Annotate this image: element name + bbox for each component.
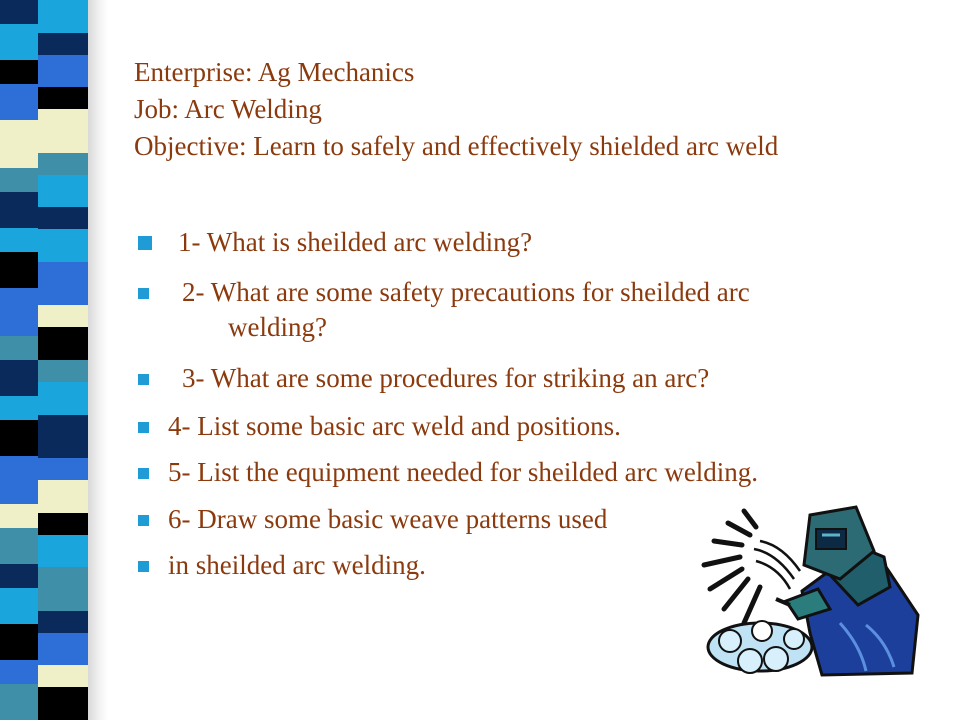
stripe-segment (0, 168, 38, 192)
stripe-segment (0, 564, 38, 588)
stripe-segment (0, 660, 38, 684)
question-6: 6- Draw some basic weave patterns used (168, 504, 608, 534)
stripe-segment (0, 624, 38, 660)
stripe-segment (38, 665, 88, 687)
question-1: 1- What is sheilded arc welding? (178, 227, 533, 257)
job-line: Job: Arc Welding (134, 94, 322, 124)
stripe-segment (0, 420, 38, 456)
stripe-segment (0, 228, 38, 252)
stripe-segment (38, 687, 88, 720)
question-2: 2- What are some safety precautions for sheilded arc (182, 277, 750, 307)
stripe-segment (38, 415, 88, 459)
square-bullet-icon (138, 468, 149, 479)
stripe-segment (38, 55, 88, 88)
stripe-segment (0, 84, 38, 120)
stripe-segment (38, 0, 88, 33)
slide-header (134, 54, 924, 165)
stripe-segment (38, 262, 88, 306)
question-2-continued: welding? (228, 312, 327, 342)
stripe-segment (38, 87, 88, 109)
question-7: in sheilded arc welding. (168, 550, 426, 580)
stripe-segment (0, 504, 38, 528)
enterprise-line: Enterprise: Ag Mechanics (134, 57, 415, 87)
stripe-band (38, 0, 88, 720)
stripe-segment (0, 120, 38, 168)
welder-clipart-icon (690, 505, 930, 690)
question-4: 4- List some basic arc weld and positions. (168, 411, 621, 441)
stripe-segment (38, 229, 88, 262)
stripe-segment (0, 684, 38, 720)
stripe-segment (0, 336, 38, 360)
stripe-segment (38, 153, 88, 175)
square-bullet-icon (138, 561, 149, 572)
stripe-segment (38, 458, 88, 480)
stripe-segment (38, 175, 88, 208)
stripe-segment (38, 207, 88, 229)
square-bullet-icon (138, 288, 149, 299)
stripe-segment (38, 109, 88, 153)
square-bullet-icon (138, 374, 149, 385)
stripe-segment (38, 535, 88, 568)
stripe-segment (0, 528, 38, 564)
stripe-segment (38, 360, 88, 382)
objective-line: Objective: Learn to safely and effectively shielded arc weld (134, 131, 779, 161)
stripe-segment (0, 396, 38, 420)
stripe-segment (0, 360, 38, 396)
stripe-segment (38, 513, 88, 535)
weld-puddle (708, 621, 812, 673)
stripe-segment (0, 588, 38, 624)
stripe-segment (0, 0, 38, 24)
stripe-segment (0, 288, 38, 336)
decorative-stripe-bar (0, 0, 108, 720)
spark-curves (754, 541, 800, 589)
stripe-segment (38, 633, 88, 666)
stripe-segment (38, 480, 88, 513)
stripe-shadow-edge (88, 0, 108, 720)
stripe-segment (38, 327, 88, 360)
stripe-segment (0, 24, 38, 60)
stripe-left-column (0, 0, 38, 720)
stripe-segment (0, 192, 38, 228)
stripe-segment (38, 611, 88, 633)
square-bullet-icon (138, 422, 149, 433)
stripe-segment (38, 382, 88, 415)
square-bullet-icon (138, 236, 152, 250)
stripe-segment (0, 456, 38, 504)
question-3: 3- What are some procedures for striking an arc? (182, 363, 710, 393)
stripe-segment (0, 252, 38, 288)
stripe-segment (38, 305, 88, 327)
question-5: 5- List the equipment needed for sheilded arc welding. (168, 457, 759, 487)
stripe-segment (38, 567, 88, 611)
spark-lines (704, 511, 760, 623)
square-bullet-icon (138, 515, 149, 526)
stripe-segment (38, 33, 88, 55)
stripe-segment (0, 60, 38, 84)
